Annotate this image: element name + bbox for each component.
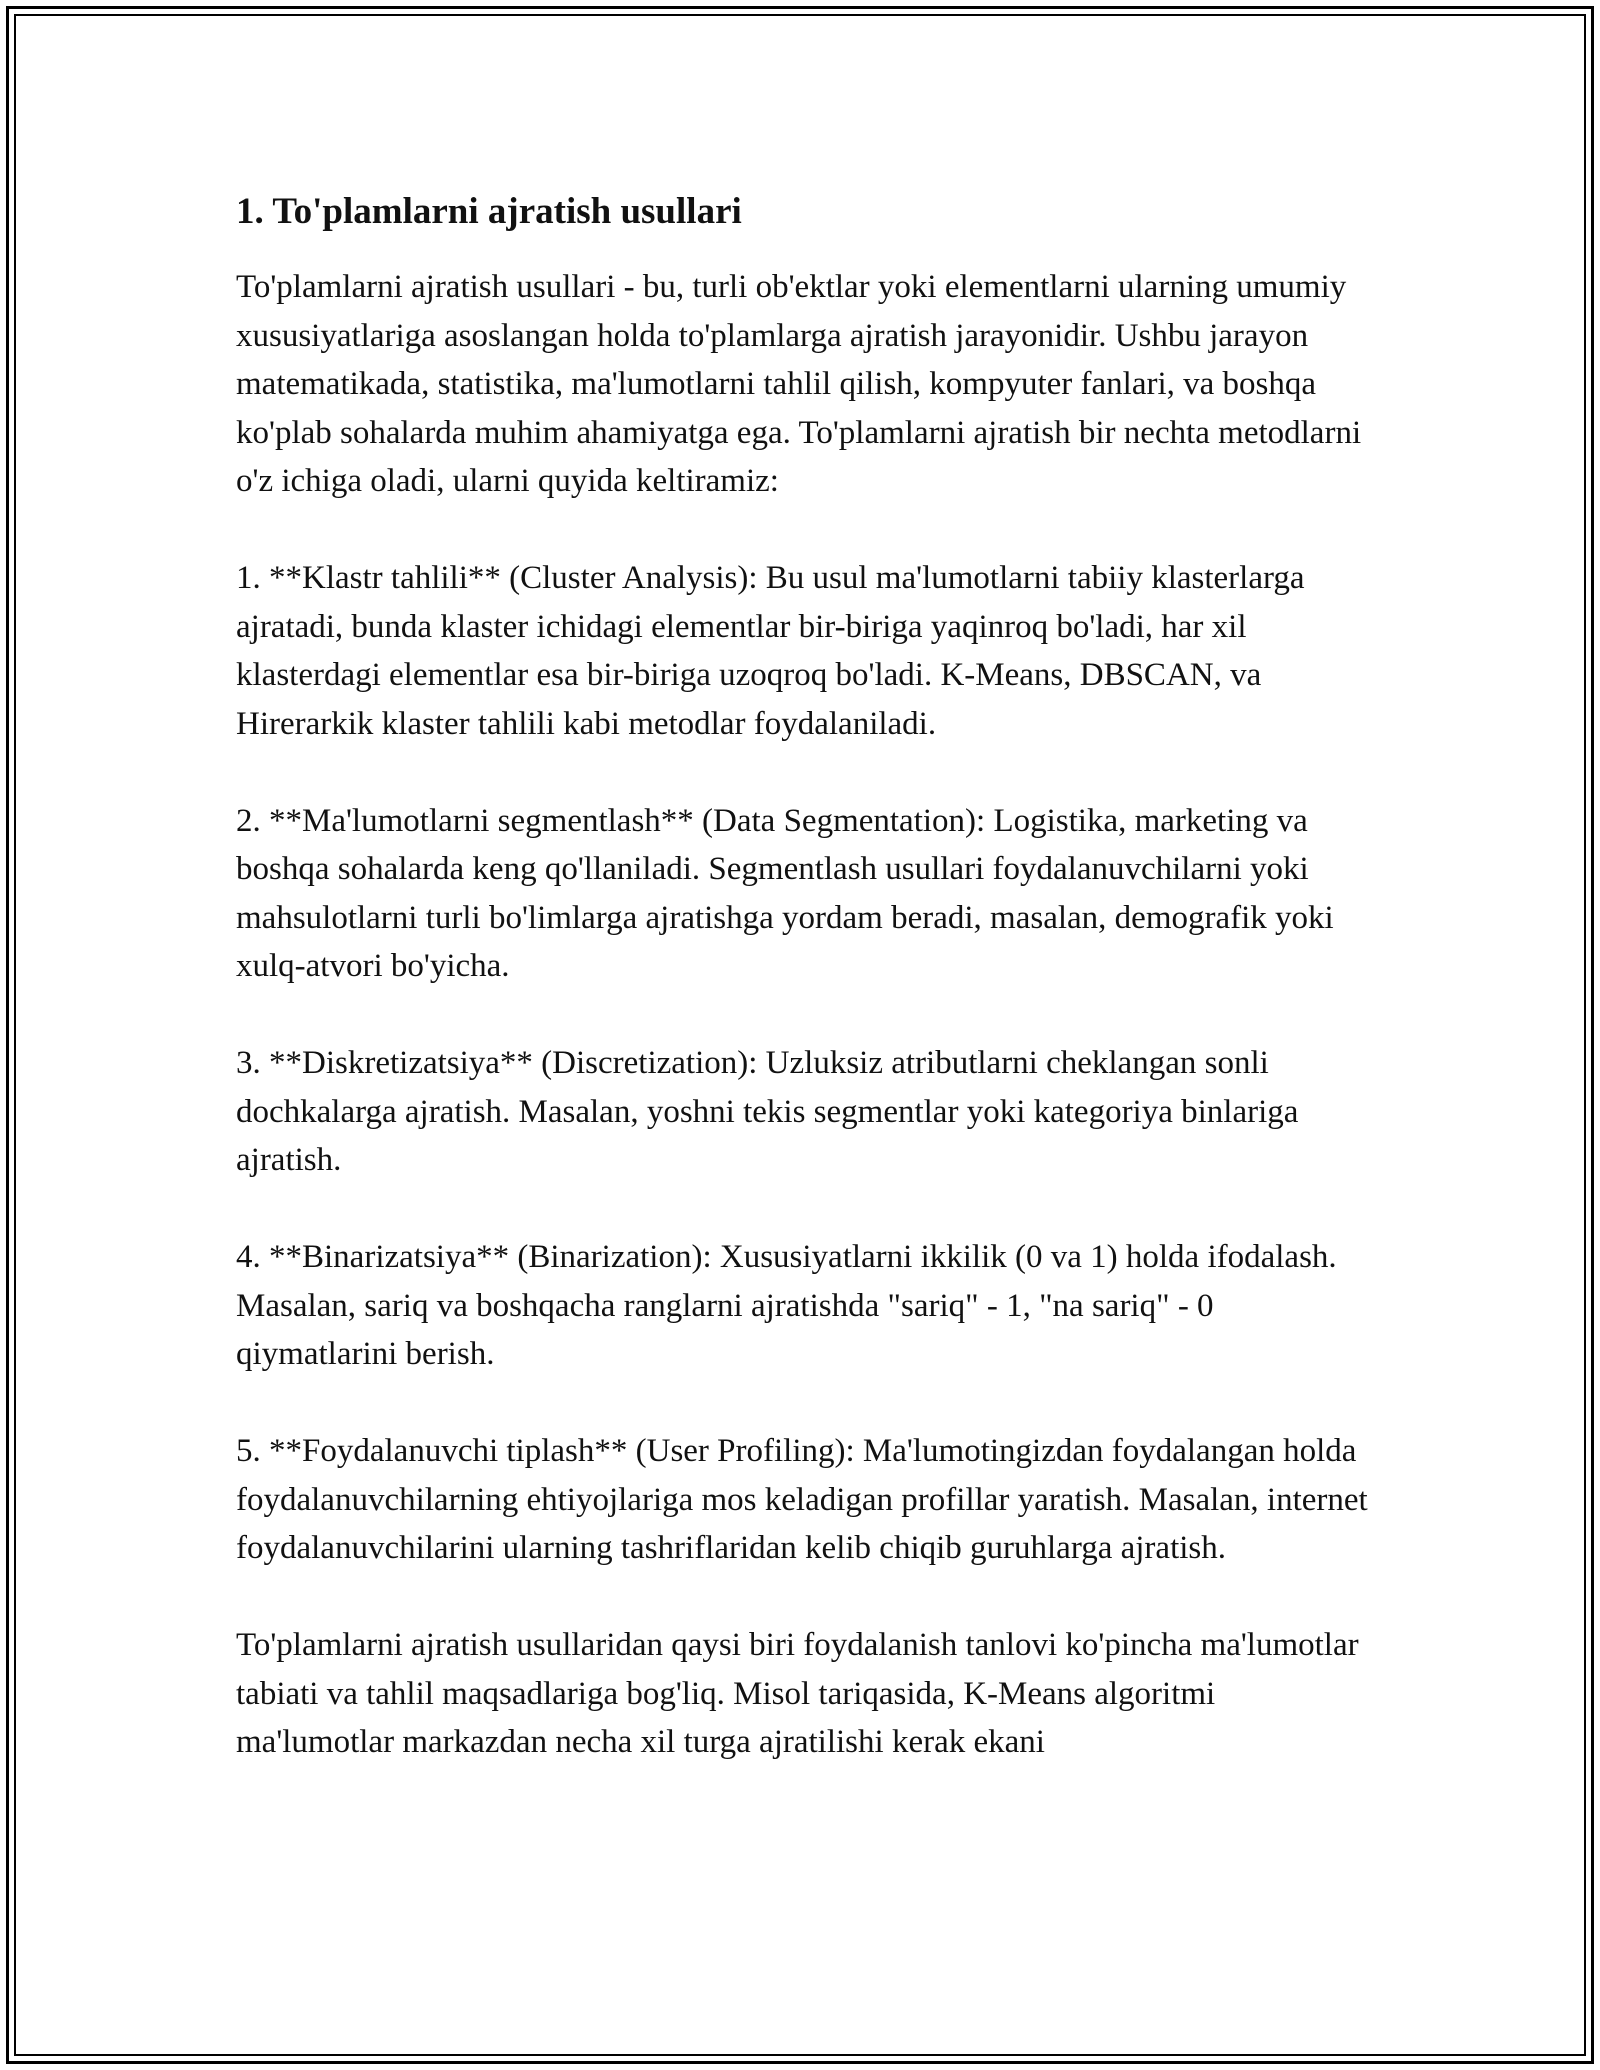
list-item-cluster-analysis: 1. **Klastr tahlili** (Cluster Analysis): Bu usul ma'lumotlarni tabiiy klasterlarga ajratadi, bunda klaster ichidagi elementlar bir-biriga yaqinroq bo'ladi, har xil klasterdagi elementlar esa bir-biriga uzoqroq bo'ladi. K-Means, DBSCAN, va Hirerarkik klaster tahlili kabi metodlar foydalaniladi. [236, 560, 1305, 742]
intro-paragraph: To'plamlarni ajratish usullari - bu, turli ob'ektlar yoki elementlarni ularning umumiy xususiyatlariga asoslangan holda to'plamlarga ajratish jarayonidir. Ushbu jarayon matematikada, statistika, ma'lumotlarni tahlil qilish, kompyuter fanlari, va boshqa ko'plab sohalarda muhim ahamiyatga ega. To'plamlarni ajratish bir nechta metodlarni o'z ichiga oladi, ularni quyida keltiramiz: [236, 269, 1362, 499]
closing-paragraph: To'plamlarni ajratish usullaridan qaysi biri foydalanish tanlovi ko'pincha ma'lumotlar tabiati va tahlil maqsadlariga bog'liq. Misol tariqasida, K-Means algoritmi ma'lumotlar markazdan necha xil turga ajratilishi kerak ekani [236, 1627, 1359, 1760]
list-item-binarization: 4. **Binarizatsiya** (Binarization): Xususiyatlarni ikkilik (0 va 1) holda ifodalash. Masalan, sariq va boshqacha ranglarni ajratishda "sariq" - 1, "na sariq" - 0 qiymatlarini berish. [236, 1239, 1337, 1372]
list-item-data-segmentation: 2. **Ma'lumotlarni segmentlash** (Data Segmentation): Logistika, marketing va boshqa sohalarda keng qo'llaniladi. Segmentlash usullari foydalanuvchilarni yoki mahsulotlarni turli bo'limlarga ajratishga yordam beradi, masalan, demografik yoki xulq-atvori bo'yicha. [236, 802, 1334, 984]
document-body [236, 188, 1376, 1815]
section-heading: 1. To'plamlarni ajratish usullari [236, 191, 742, 232]
list-item-user-profiling: 5. **Foydalanuvchi tiplash** (User Profiling): Ma'lumotingizdan foydalangan holda foydalanuvchilarning ehtiyojlariga mos keladigan profillar yaratish. Masalan, internet foydalanuvchilarini ularning tashriflaridan kelib chiqib guruhlarga ajratish. [236, 1433, 1368, 1566]
list-item-discretization: 3. **Diskretizatsiya** (Discretization): Uzluksiz atributlarni cheklangan sonli dochkalarga ajratish. Masalan, yoshni tekis segmentlar yoki kategoriya binlariga ajratish. [236, 1045, 1299, 1178]
